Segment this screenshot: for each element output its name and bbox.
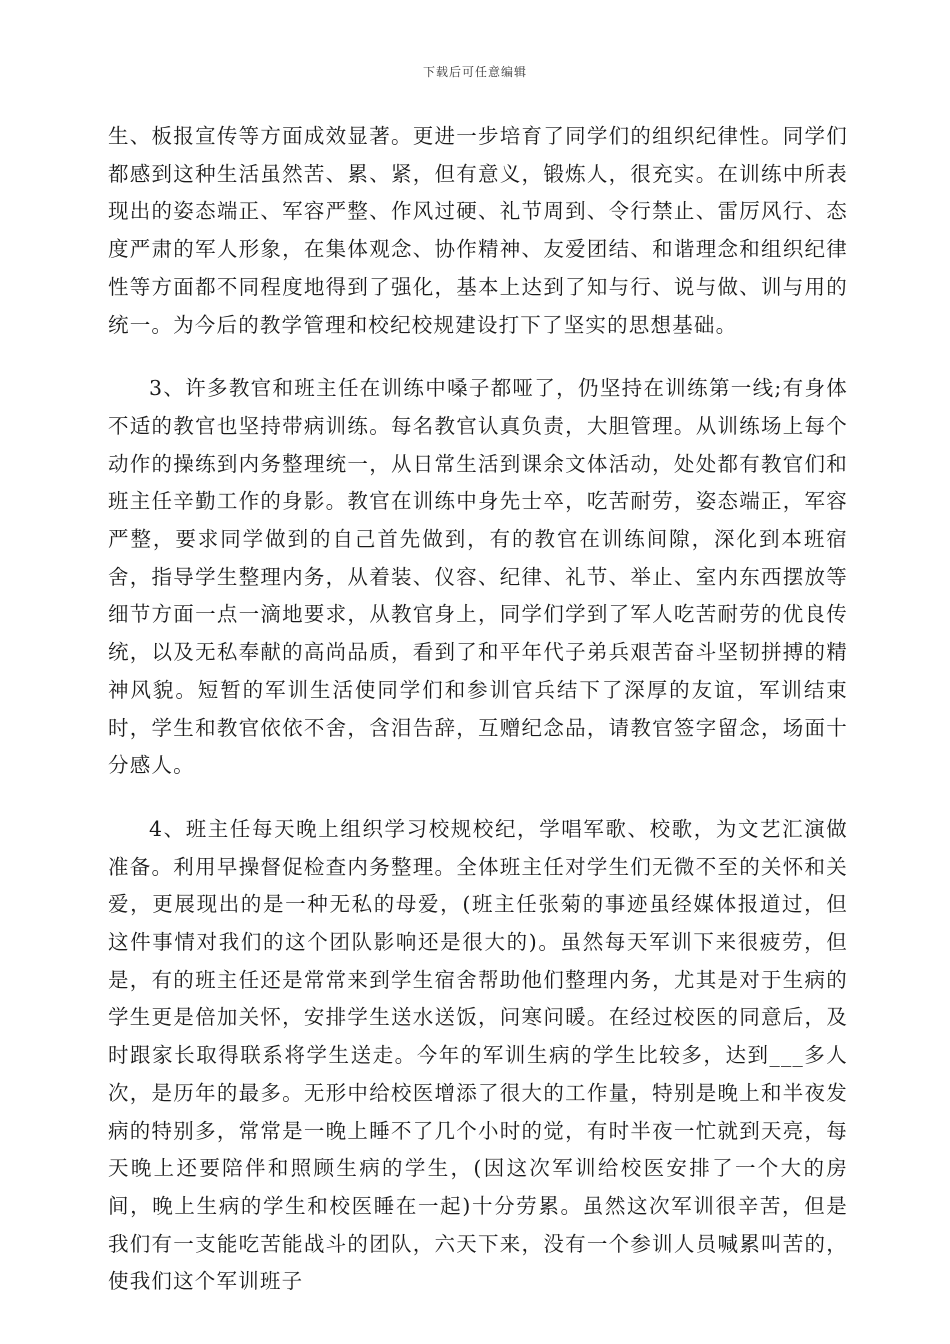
paragraph-item-3: 3、许多教官和班主任在训练中嗓子都哑了，仍坚持在训练第一线;有身体不适的教官也坚持带病训练。每名教官认真负责，大胆管理。从训练场上每个动作的操练到内务整理统一，从日常生活到课余文体活动，处处都有教官们和班主任辛勤工作的身影。教官在训练中身先士卒，吃苦耐劳，姿态端正，军容严整，要求同学做到的自己首先做到，有的教官在训练间隙，深化到本班宿舍，指导学生整理内务，从着装、仪容、纪律、礼节、举止、室内东西摆放等细节方面一点一滴地要求，从教官身上，同学们学到了军人吃苦耐劳的优良传统，以及无私奉献的高尚品质，看到了和平年代子弟兵艰苦奋斗坚韧拼搏的精神风貌。短暂的军训生活使同学们和参训官兵结下了深厚的友谊，军训结束时，学生和教官依依不舍，含泪告辞，互赠纪念品，请教官签字留念，场面十分感人。 xyxy=(108,376,848,778)
paragraph-spacer xyxy=(108,344,848,370)
page-header: 下载后可任意编辑 xyxy=(422,65,527,79)
document-body xyxy=(108,118,848,1301)
paragraph-item-4: 4、班主任每天晚上组织学习校规校纪，学唱军歌、校歌，为文艺汇演做准备。利用早操督促检查内务整理。全体班主任对学生们无微不至的关怀和关爱，更展现出的是一种无私的母爱，(班主任张菊的事迹虽经媒体报道过，但这件事情对我们的这个团队影响还是很大的)。虽然每天军训下来很疲劳，但是，有的班主任还是常常来到学生宿舍帮助他们整理内务，尤其是对于生病的学生更是倍加关怀，安排学生送水送饭，问寒问暖。在经过校医的同意后，及时跟家长取得联系将学生送走。今年的军训生病的学生比较多，达到___多人次，是历年的最多。无形中给校医增添了很大的工作量，特别是晚上和半夜发病的特别多，常常是一晚上睡不了几个小时的觉，有时半夜一忙就到天亮，每天晚上还要陪伴和照顾生病的学生，(因这次军训给校医安排了一个大的房间，晚上生病的学生和校医睡在一起)十分劳累。虽然这次军训很辛苦，但是我们有一支能吃苦能战斗的团队，六天下来，没有一个参训人员喊累叫苦的，使我们这个军训班子 xyxy=(108,816,848,1294)
paragraph-continuation: 生、板报宣传等方面成效显著。更进一步培育了同学们的组织纪律性。同学们都感到这种生活虽然苦、累、紧，但有意义，锻炼人，很充实。在训练中所表现出的姿态端正、军容严整、作风过硬、礼节周到、令行禁止、雷厉风行、态度严肃的军人形象，在集体观念、协作精神、友爱团结、和谐理念和组织纪律性等方面都不同程度地得到了强化，基本上达到了知与行、说与做、训与用的统一。为今后的教学管理和校纪校规建设打下了坚实的思想基础。 xyxy=(108,124,848,337)
paragraph-spacer xyxy=(108,785,848,811)
